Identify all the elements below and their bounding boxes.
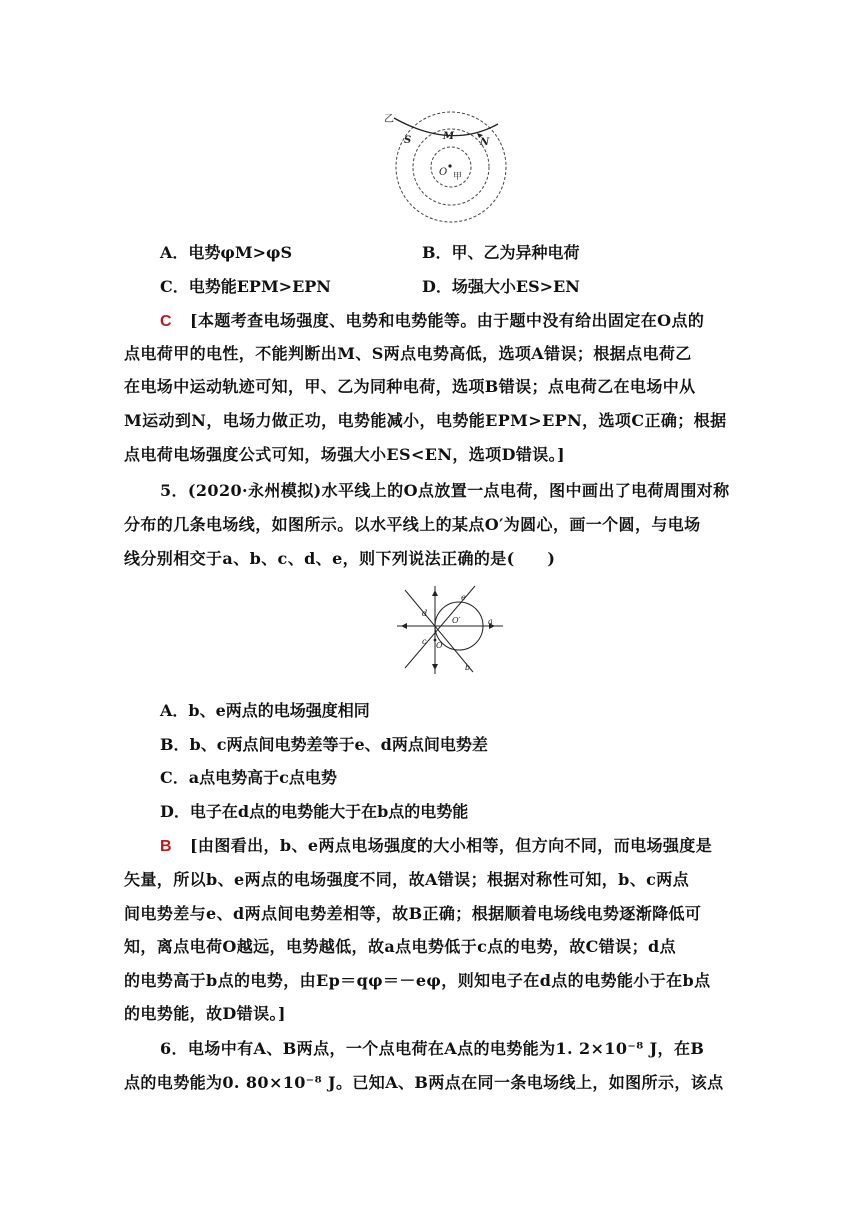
q5-answer-line-6: 的电势能，故D错误。] xyxy=(124,1004,286,1023)
q4-answer-line-3: 在电场中运动轨迹可知，甲、乙为同种电荷，选项B错误；点电荷乙在电场中从 xyxy=(124,377,696,396)
q5-stem-line-2: 分布的几条电场线，如图所示。以水平线上的某点O′为圆心，画一个圆，与电场 xyxy=(124,515,701,534)
arrow-left xyxy=(401,623,407,629)
q5-stem-line-3: 线分别相交于a、b、c、d、e，则下列说法正确的是( ) xyxy=(124,549,556,568)
point-O xyxy=(448,164,451,167)
q5-option-a: A．b、e两点的电场强度相同 xyxy=(160,701,370,720)
label-d: d xyxy=(422,609,428,618)
q5-answer-line-5: 的电势高于b点的电势，由Ep＝qφ＝－eφ，则知电子在d点的电势能小于在b点 xyxy=(124,971,711,990)
label-a: a xyxy=(488,617,493,626)
q4-answer-line-5: 点电荷电场强度公式可知，场强大小ES<EN，选项D错误。] xyxy=(124,445,566,464)
label-M: M xyxy=(443,131,455,142)
label-O-prime: O′ xyxy=(452,616,461,625)
label-e: e xyxy=(461,593,466,602)
q5-answer-line-2: 矢量，所以b、e两点的电场强度不同，故A错误；根据对称性可知，b、c两点 xyxy=(124,870,690,889)
q5-option-d: D．电子在d点的电势能大于在b点的电势能 xyxy=(160,802,469,821)
q4-option-c: C．电势能EPM>EPN xyxy=(160,277,331,296)
q5-answer-letter: B xyxy=(160,838,172,855)
q5-option-c: C．a点电势高于c点电势 xyxy=(160,768,337,787)
q4-figure xyxy=(380,104,510,226)
label-c: c xyxy=(422,637,427,646)
q6-stem-line-2: 点的电势能为0. 80×10⁻⁸ J。已知A、B两点在同一条电场线上，如图所示，该点 xyxy=(124,1073,724,1092)
q4-option-a: A．电势φM>φS xyxy=(160,243,293,262)
q4-answer-line-2: 点电荷甲的电性，不能判断出M、S两点电势高低，选项A错误；根据点电荷乙 xyxy=(124,344,692,363)
label-O: O xyxy=(439,167,448,178)
q5-figure xyxy=(395,584,505,676)
q4-option-d: D．场强大小ES>EN xyxy=(422,277,580,296)
label-jia: 甲 xyxy=(453,172,463,182)
label-O: O xyxy=(436,641,443,650)
label-N: N xyxy=(480,137,490,148)
arrow-down xyxy=(432,664,438,670)
q4-answer-line-4: M运动到N，电场力做正功，电势能减小，电势能EPM>EPN，选项C正确；根据 xyxy=(124,411,727,430)
arrow-up xyxy=(432,590,438,596)
q5-answer-line-1: [由图看出，b、e两点电场强度的大小相等，但方向不同，而电场强度是 xyxy=(189,836,713,855)
q6-stem-line-1: 6．电场中有A、B两点，一个点电荷在A点的电势能为1. 2×10⁻⁸ J，在B xyxy=(160,1039,705,1058)
label-S: S xyxy=(404,135,412,146)
q4-option-b: B．甲、乙为异种电荷 xyxy=(422,243,580,262)
q5-answer-line-4: 知，离点电荷O越远，电势越低，故a点电势低于c点的电势，故C错误；d点 xyxy=(124,937,676,956)
q5-stem-line-1: 5．(2020·永州模拟)水平线上的O点放置一点电荷，图中画出了电荷周围对称 xyxy=(160,481,730,500)
q4-answer-line-1: [本题考查电场强度、电势和电势能等。由于题中没有给出固定在O点的 xyxy=(189,311,705,330)
q4-answer-letter: C xyxy=(160,313,172,330)
q5-option-b: B．b、c两点间电势差等于e、d两点间电势差 xyxy=(160,735,488,754)
label-b: b xyxy=(465,663,471,672)
label-yi: 乙 xyxy=(384,114,394,125)
q5-answer-line-3: 间电势差与e、d两点间电势差相等，故B正确；根据顺着电场线电势逐渐降低可 xyxy=(124,904,702,923)
